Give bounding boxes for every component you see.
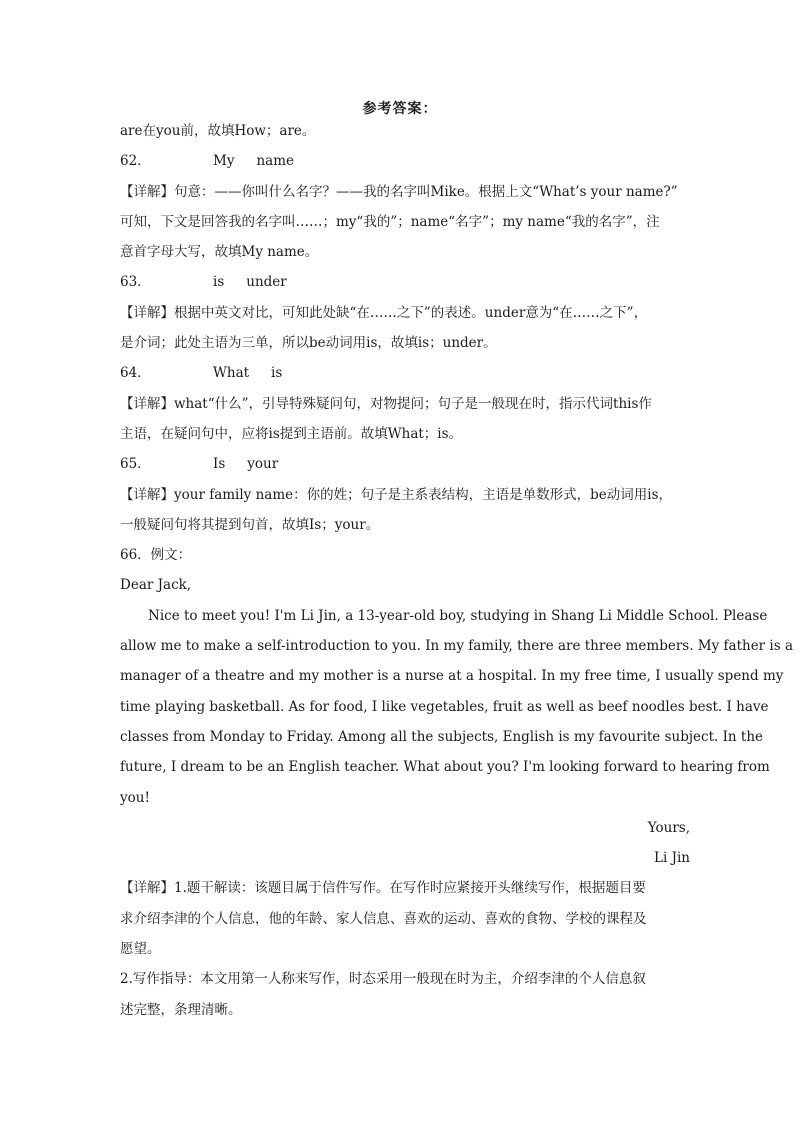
answer-number: 64． [120,365,151,382]
detail-line: 是介词；此处主语为三单，所以be动词用is，故填is；under。 [120,335,497,352]
answer-word: under [246,274,287,291]
answer-word: is [271,365,283,382]
answer-63 [120,267,690,297]
analysis-line: 2.写作指导：本文用第一人称来写作，时态采用一般现在时为主，介绍李津的个人信息叙 [120,971,646,988]
essay-line: time playing basketball. As for food, I like vegetables, fruit as well as beef noodles best. I have [120,698,769,715]
lead-line: are在you前，故填How；are。 [120,123,316,139]
detail-line: 【详解】what“什么”，引导特殊疑问句，对物提问；句子是一般现在时，指示代词this作 [120,395,652,412]
detail-line: 【详解】句意：——你叫什么名字？——我的名字叫Mike。根据上文“What’s your name?” [120,183,678,200]
detail-line: 意首字母大写，故填My name。 [120,244,319,261]
essay-line: classes from Monday to Friday. Among all the subjects, English is my favourite subject. In the [120,728,764,745]
answer-65 [120,449,690,479]
essay-signature: Li Jin [654,850,690,867]
analysis-line: 述完整，条理清晰。 [120,1001,242,1018]
essay-label: 66．例文： [120,547,192,564]
answer-62 [120,146,690,176]
analysis-line: 【详解】1.题干解读：该题目属于信件写作。在写作时应紧接开头继续写作，根据题目要 [120,880,646,897]
essay-closing: Yours, [647,819,690,836]
detail-line: 【详解】your family name：你的姓；句子是主系表结构，主语是单数形式，be动词用is， [120,486,673,503]
answer-number: 62． [120,153,151,170]
answer-word: is [213,274,225,291]
answer-word: What [213,365,250,382]
answer-64 [120,358,690,388]
essay-line: you! [120,789,150,806]
analysis-line: 求介绍李津的个人信息，他的年龄、家人信息、喜欢的运动、喜欢的食物、学校的课程及 [120,910,647,927]
detail-line: 主语，在疑问句中，应将is提到主语前。故填What；is。 [120,425,463,442]
detail-line: 一般疑问句将其提到句首，故填Is；your。 [120,516,380,533]
answer-word: My [213,153,235,170]
answer-word: name [256,153,294,170]
detail-line: 可知，下文是回答我的名字叫……；my“我的”；name“名字”；my name“我的名字”，注 [120,213,660,230]
answer-number: 65． [120,456,151,473]
answer-word: Is [213,456,226,473]
answer-word: your [247,456,279,473]
essay-line: Nice to meet you! I'm Li Jin, a 13-year-old boy, studying in Shang Li Middle School. Please [148,607,768,624]
essay-greeting: Dear Jack, [120,577,192,594]
page-title: 参考答案： [362,101,438,117]
analysis-line: 愿望。 [120,941,161,958]
detail-line: 【详解】根据中英文对比，可知此处缺“在……之下”的表述。under意为“在……之下”， [120,304,648,321]
essay-line: future, I dream to be an English teacher. What about you? I'm looking forward to hearing from [120,759,770,776]
answer-content [120,116,794,1025]
essay-line: manager of a theatre and my mother is a nurse at a hospital. In my free time, I usually spend my [120,668,784,685]
answer-number: 63． [120,274,151,291]
essay-line: allow me to make a self-introduction to you. In my family, there are three members. My father is a [120,638,794,655]
